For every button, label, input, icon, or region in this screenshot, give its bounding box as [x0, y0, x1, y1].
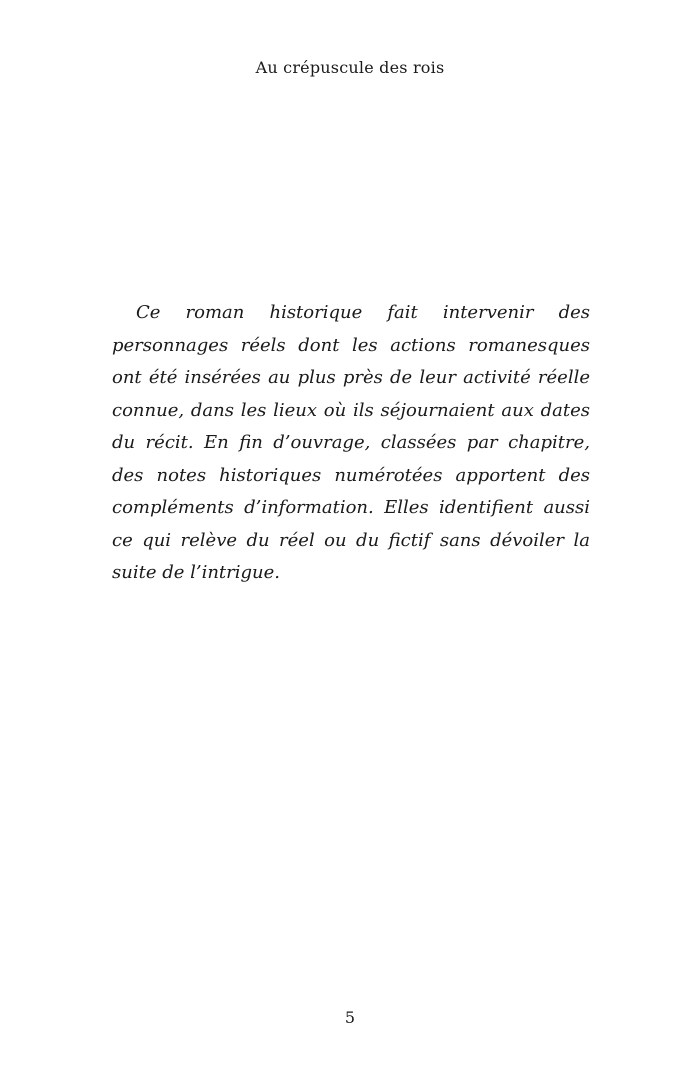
author-note-paragraph: Ce roman historique fait intervenir des personnages réels dont les actions romanesques ont été insérées au plus près de leur activité réelle connue, dans les lieux où ils séjournaient aux dates du récit. En fin d’ouvrage, classées par chapitre, des notes historiques numérotées apportent des compléments d’information. Elles identifient aussi ce qui relève du réel ou du fictif sans dévoiler la suite de l’intrigue. [112, 302, 590, 583]
running-title: Au crépuscule des rois [255, 58, 445, 77]
page-number: 5 [344, 1008, 356, 1027]
